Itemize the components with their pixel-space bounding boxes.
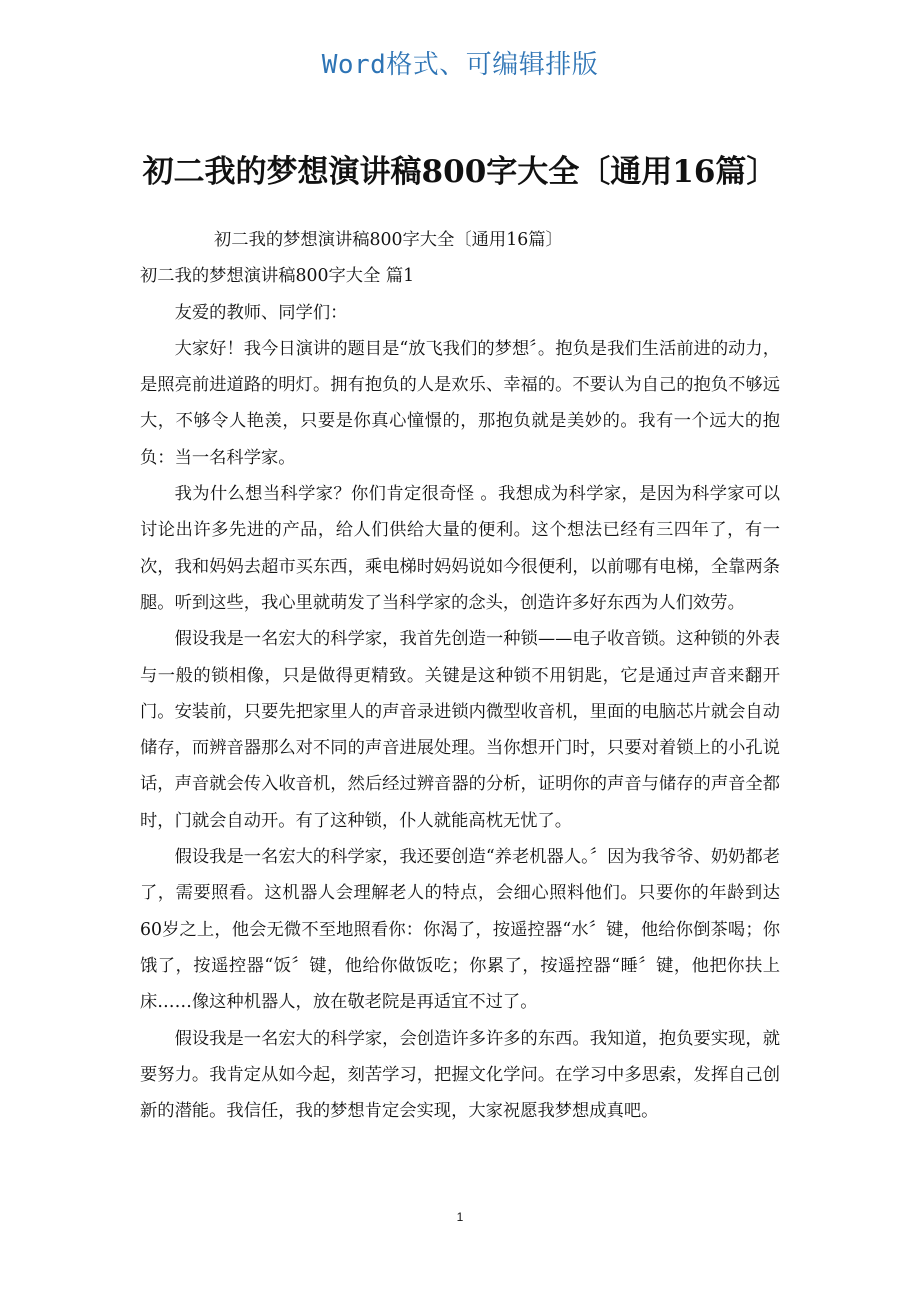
paragraph-conclusion: 假设我是一名宏大的科学家，会创造许多许多的东西。我知道，抱负要实现，就要努力。我肯定从如今起，刻苦学习，把握文化学问。在学习中多思索，发挥自己创新的潜能。我信任，我的梦想肯定会实现，大家祝愿我梦想成真吧。 [140,1028,780,1122]
paragraph-why-scientist: 我为什么想当科学家？你们肯定很奇怪 。我想成为科学家，是因为科学家可以讨论出许多先进的产品，给人们供给大量的便利。这个想法已经有三四年了，有一次，我和妈妈去超市买东西，乘电梯时妈妈说如今很便利，以前哪有电梯，全靠两条腿。听到这些，我心里就萌发了当科学家的念头，创造许多好东西为人们效劳。 [140,484,780,613]
paragraph-greeting: 友爱的教师、同学们： [174,302,348,323]
format-banner: Word格式、可编辑排版 [321,50,599,80]
paragraph-elder-robot: 假设我是一名宏大的科学家，我还要创造“养老机器人。〞因为我爷爷、奶奶都老了，需要照看。这机器人会理解老人的特点，会细心照料他们。只要你的年龄到达60岁之上，他会无微不至地照看你：你渴了，按遥控器“水〞键，他给你倒茶喝；你饿了，按遥控器“饭〞键，他给你做饭吃；你累了，按遥控器“睡〞键，他把你扶上床……像这种机器人，放在敬老院是再适宜不过了。 [140,847,780,1013]
document-body [140,222,780,1129]
document-title: 初二我的梦想演讲稿800字大全〔通用16篇〕 [142,154,778,190]
section-heading: 初二我的梦想演讲稿800字大全 篇1 [140,266,415,287]
paragraph-intro: 大家好！我今日演讲的题目是“放飞我们的梦想〞。抱负是我们生活前进的动力，是照亮前进道路的明灯。拥有抱负的人是欢乐、幸福的。不要认为自己的抱负不够远大，不够令人艳羡，只要是你真心憧憬的，那抱负就是美妙的。我有一个远大的抱负：当一名科学家。 [140,338,780,468]
document-subtitle: 初二我的梦想演讲稿800字大全〔通用16篇〕 [214,230,563,250]
page-number: 1 [456,1210,464,1224]
paragraph-voice-lock: 假设我是一名宏大的科学家，我首先创造一种锁——电子收音锁。这种锁的外表与一般的锁相像，只是做得更精致。关键是这种锁不用钥匙，它是通过声音来翻开门。安装前，只要先把家里人的声音录进锁内微型收音机，里面的电脑芯片就会自动储存，而辨音器那么对不同的声音进展处理。当你想开门时，只要对着锁上的小孔说话，声音就会传入收音机，然后经过辨音器的分析，证明你的声音与储存的声音全都时，门就会自动开。有了这种锁，仆人就能高枕无忧了。 [140,629,780,831]
